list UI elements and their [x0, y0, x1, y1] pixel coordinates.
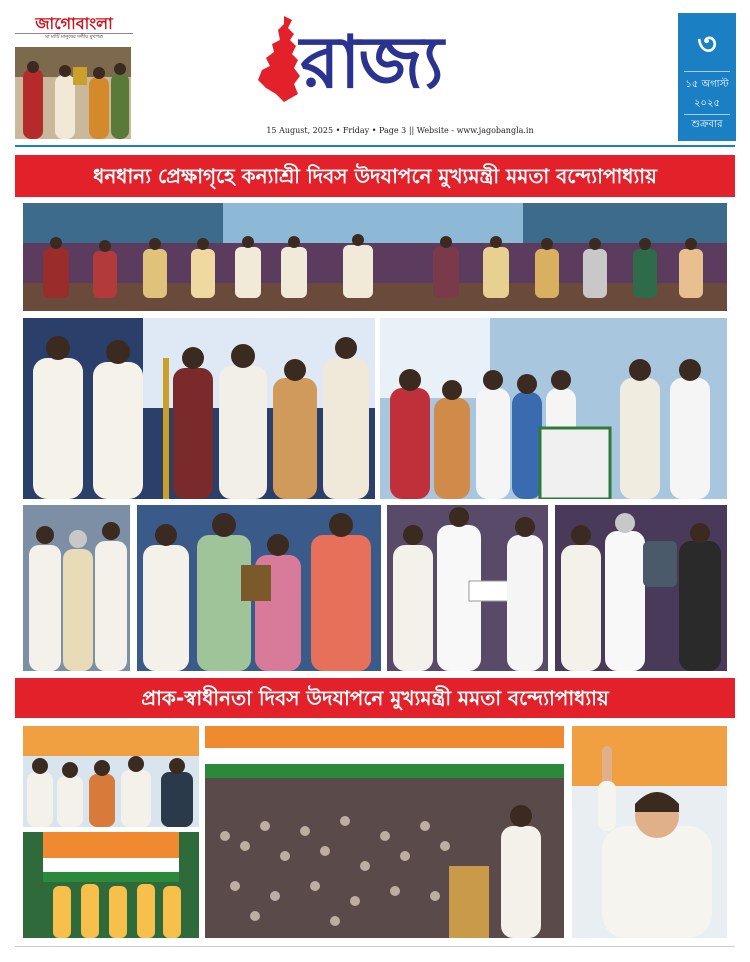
masthead-divider	[15, 145, 735, 147]
page-weekday: শুক্রবার	[684, 114, 730, 131]
photo-crowd-gathering	[205, 726, 564, 938]
photo-lamp-lighting	[23, 318, 375, 499]
page-section-title: রাজ্য	[300, 20, 442, 104]
west-bengal-map-logo	[254, 14, 306, 104]
photo-certificate-handover	[387, 505, 548, 671]
headline-banner-top	[15, 155, 735, 197]
dateline: 15 August, 2025 • Friday • Page 3 || Website - www.jagobangla.in	[266, 126, 534, 135]
newspaper-logo	[15, 16, 133, 42]
logo-tagline: মা মাটি মানুষের দলীয় মুখপত্র	[15, 33, 133, 41]
headline-bottom: প্রাক-স্বাধীনতা দিবস উদযাপনে মুখ্যমন্ত্রী মমতা বন্দ্যোপাধ্যায়	[141, 686, 609, 710]
photo-dance-performance	[23, 832, 199, 938]
page-bottom-rule	[15, 946, 735, 947]
page-date: ১৫ অগাস্ট	[685, 79, 729, 90]
masthead-thumbnail-photo	[15, 47, 131, 139]
photo-cm-addressing	[572, 726, 727, 938]
photo-memento-presentation	[137, 505, 381, 671]
photo-greeting-elder	[23, 505, 130, 671]
photo-bag-handover	[555, 505, 727, 671]
logo-text: জাগোবাংলা	[35, 14, 113, 33]
photo-kanyashree-students	[380, 318, 727, 499]
page-year: ২০২৫	[694, 98, 720, 109]
page-number: ৩	[684, 19, 730, 72]
headline-top: ধনধান্য প্রেক্ষাগৃহে কন্যাশ্রী দিবস উদযাপনে মুখ্যমন্ত্রী মমতা বন্দ্যোপাধ্যায়	[93, 164, 657, 188]
photo-stage-panorama	[23, 203, 727, 311]
page-number-box	[678, 13, 736, 141]
headline-banner-bottom	[15, 678, 735, 718]
photo-dais-gathering	[23, 726, 199, 827]
